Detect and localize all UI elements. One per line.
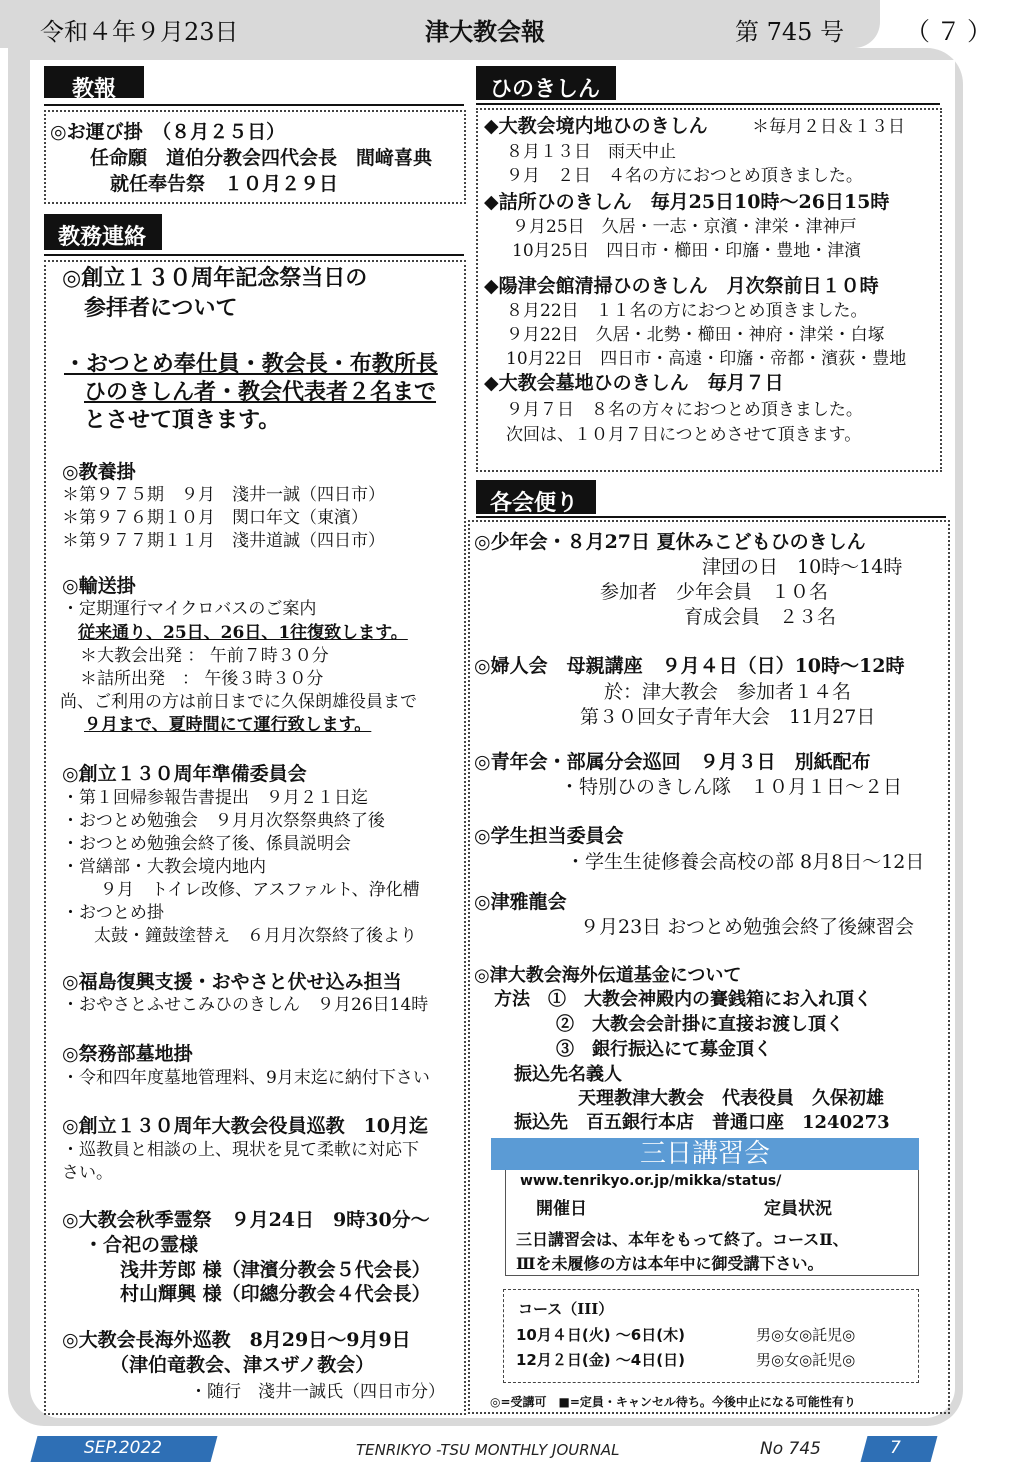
kakukai-line: 於：津大教会 参加者１４名 <box>604 681 852 703</box>
mikka-row-date: 10月４日(火) ～6日(木) <box>516 1326 685 1344</box>
hinokishin-line: ＊毎月２日＆１３日 <box>752 117 905 137</box>
kyomu-line: ◎創立１３０周年大教会役員巡教 10月迄 <box>62 1115 429 1137</box>
mikka-row-status: 男◎女◎託児◎ <box>756 1351 856 1369</box>
mikka-row-status: 男◎女◎託児◎ <box>756 1326 856 1344</box>
footer-no: No 745 <box>760 1439 821 1459</box>
kyomu-line: ・令和四年度墓地管理料、9月末迄に納付下さい <box>62 1068 430 1088</box>
hinokishin-line: ◆詰所ひのきしん 毎月25日10時～26日15時 <box>484 191 890 213</box>
hinokishin-line: ◆大教会境内地ひのきしん <box>484 115 708 137</box>
tab-kakukai: 各会便り <box>476 480 596 514</box>
mikka-col-status: 定員状況 <box>764 1199 832 1219</box>
kakukai-line: ◎青年会・部属分会巡回 ９月３日 別紙配布 <box>474 751 871 773</box>
kakukai-line: 育成会員 ２３名 <box>684 606 837 628</box>
kyomu-line: ９月 トイレ改修、アスファルト、浄化槽 <box>100 880 420 900</box>
kakukai-line: ・特別ひのきしん隊 １０月１日～２日 <box>560 776 903 798</box>
kakukai-line: 方法 ① 大教会神殿内の賽銭箱にお入れ頂く <box>494 989 872 1010</box>
kakukai-line: 津団の日 10時～14時 <box>702 556 903 578</box>
kyomu-line: ◎創立１３０周年記念祭当日の <box>62 265 368 291</box>
divider <box>44 104 464 106</box>
kyomu-line: ９月まで、夏時間にて運行致します。 <box>84 715 372 735</box>
kyomu-line: ・合祀の霊様 <box>84 1234 199 1256</box>
kakukai-line: 天理教津大教会 代表役員 久保初雄 <box>578 1088 884 1109</box>
kakukai-line: ◎婦人会 母親講座 ９月４日（日）10時～12時 <box>474 655 905 677</box>
kyoho-line: 任命願 道伯分教会四代会長 間﨑喜典 <box>90 147 433 169</box>
kyomu-line: ◎創立１３０周年準備委員会 <box>62 763 307 785</box>
kyomu-line: ◎祭務部墓地掛 <box>62 1043 193 1065</box>
kakukai-line: ◎少年会・８月27日 夏休みこどもひのきしん <box>474 531 866 553</box>
kyomu-line: ひのきしん者・教会代表者２名まで <box>84 379 437 405</box>
kyomu-line: ◎輸送掛 <box>62 575 136 597</box>
kakukai-line: ◎津雅龍会 <box>474 891 567 913</box>
hinokishin-line: ９月22日 久居・北勢・櫛田・神府・津栄・白塚 <box>506 325 885 345</box>
kakukai-line: ９月23日 おつとめ勉強会終了後練習会 <box>580 916 915 938</box>
mikka-row-date: 12月２日(金) ～4日(日) <box>516 1351 685 1369</box>
kyomu-line: ＊第９７７期１１月 淺井道誠（四日市） <box>62 531 385 551</box>
mikka-banner: 三日講習会 <box>491 1138 919 1170</box>
divider <box>44 254 464 256</box>
issue-number: 第 745 号 <box>735 18 845 46</box>
kyomu-line: （津伯竜教会、津スザノ教会） <box>110 1354 375 1376</box>
kakukai-line: 振込先 百五銀行本店 普通口座 1240273 <box>514 1112 890 1133</box>
kyomu-line: ・第１回帰参報告書提出 ９月２１日迄 <box>62 788 368 808</box>
hinokishin-line: 10月22日 四日市・高遠・印旛・帝都・濱荻・豊地 <box>506 349 907 369</box>
kyomu-line: 従来通り、25日、26日、1往復致します。 <box>78 623 408 643</box>
journal-title: 津大教会報 <box>425 17 545 46</box>
mikka-legend: ◎=受講可 ■=定員・キャンセル待ち。今後中止になる可能性有り <box>490 1395 856 1409</box>
tab-kyoho: 教報 <box>44 66 144 98</box>
footer-page: 7 <box>890 1438 901 1458</box>
kyomu-line: ・おつとめ勉強会 ９月月次祭祭典終了後 <box>62 811 385 831</box>
hinokishin-line: ８月22日 １１名の方におつとめ頂きました。 <box>506 301 868 321</box>
mikka-col-date: 開催日 <box>536 1199 587 1219</box>
kyomu-line: 参拝者について <box>84 295 238 321</box>
mikka-note: 三日講習会は、本年をもって終了。コースⅡ、 <box>516 1230 849 1249</box>
hinokishin-line: ９月７日 ８名の方々におつとめ頂きました。 <box>506 400 863 420</box>
kyomu-line: ・おつとめ奉仕員・教会長・布教所長 <box>64 351 438 377</box>
kakukai-line: 参加者 少年会員 １０名 <box>600 581 829 603</box>
kyomu-line: ・定期運行マイクロバスのご案内 <box>62 599 317 619</box>
kakukai-line: ◎津大教会海外伝道基金について <box>474 965 742 986</box>
kakukai-line: ② 大教会会計掛に直接お渡し頂く <box>556 1014 844 1035</box>
kyomu-line: ＊大教会出発 ： 午前７時３０分 <box>80 646 329 666</box>
kyomu-line: ・おやさとふせこみひのきしん ９月26日14時 <box>62 995 429 1015</box>
kyomu-line: 浅井芳郎 様（津濱分教会５代会長） <box>120 1259 431 1281</box>
mikka-url: www.tenrikyo.or.jp/mikka/status/ <box>520 1173 782 1189</box>
hinokishin-line: ８月１３日 雨天中止 <box>506 142 676 162</box>
kyomu-line: ＊詰所出発 ： 午後３時３０分 <box>80 669 324 689</box>
kakukai-line: ③ 銀行振込にて募金頂く <box>556 1039 772 1060</box>
hinokishin-line: ９月 ２日 ４名の方におつとめ頂きました。 <box>506 166 863 186</box>
kyomu-line: とさせて頂きます。 <box>84 407 281 433</box>
kakukai-line: 振込先名義人 <box>514 1064 622 1085</box>
kyomu-line: ◎大教会長海外巡教 8月29日～9月9日 <box>62 1329 411 1351</box>
kyomu-line: 太鼓・鐘鼓塗替え ６月月次祭終了後より <box>94 926 417 946</box>
hinokishin-line: 10月25日 四日市・櫛田・印旛・豊地・津濱 <box>512 241 862 261</box>
hinokishin-line: 次回は、１０月７日につとめさせて頂きます。 <box>506 425 862 445</box>
kyomu-line: ・随行 淺井一誠氏（四日市分） <box>190 1382 445 1402</box>
kyomu-line: ◎教養掛 <box>62 461 136 483</box>
kakukai-line: 第３０回女子青年大会 11月27日 <box>580 706 876 728</box>
mikka-course: コース（III） <box>518 1300 614 1318</box>
kyomu-line: ・おつとめ掛 <box>62 903 164 923</box>
divider <box>476 516 946 518</box>
kyomu-line: 村山輝興 様（印總分教会４代会長） <box>120 1283 431 1305</box>
kyomu-line: さい。 <box>62 1163 113 1183</box>
tab-hinokishin: ひのきしん <box>476 66 616 100</box>
kyomu-line: 尚、ご利用の方は前日までに久保朗雄役員まで <box>60 692 417 712</box>
hinokishin-line: ◆陽津会館清掃ひのきしん 月次祭前日１０時 <box>484 275 879 297</box>
page-number: （７） <box>905 17 999 46</box>
kyomu-line: ◎福島復興支援・おやさと伏せ込み担当 <box>62 971 402 993</box>
kakukai-line: ・学生生徒修養会高校の部 8月8日～12日 <box>566 851 925 873</box>
mikka-note: Ⅲを未履修の方は本年中に御受講下さい。 <box>516 1254 824 1273</box>
kyomu-line: ◎大教会秋季霊祭 ９月24日 9時30分～ <box>62 1209 430 1231</box>
tab-kyomu: 教務連絡 <box>44 214 162 250</box>
kyomu-line: ＊第９７５期 ９月 淺井一誠（四日市） <box>62 485 385 505</box>
hinokishin-line: ◆大教会墓地ひのきしん 毎月７日 <box>484 372 784 394</box>
hinokishin-line: ９月25日 久居・一志・京濱・津栄・津神戸 <box>512 217 857 237</box>
kyomu-line: ・おつとめ勉強会終了後、係員説明会 <box>62 834 351 854</box>
kyomu-line: ・営繕部・大教会境内地内 <box>62 857 266 877</box>
divider <box>476 103 940 105</box>
kakukai-line: ◎学生担当委員会 <box>474 825 624 847</box>
issue-date: 令和４年９月23日 <box>40 18 239 46</box>
kyomu-line: ・巡教員と相談の上、現状を見て柔軟に対応下 <box>62 1140 419 1160</box>
footer-date: SEP.2022 <box>84 1438 163 1458</box>
kyomu-line: ＊第９７６期１０月 関口年文（東濱） <box>62 508 368 528</box>
footer-journal: TENRIKYO -TSU MONTHLY JOURNAL <box>356 1441 620 1459</box>
kyoho-line: ◎お運び掛 （８月２５日） <box>50 121 286 143</box>
kyoho-line: 就任奉告祭 １０月２９日 <box>110 173 339 195</box>
